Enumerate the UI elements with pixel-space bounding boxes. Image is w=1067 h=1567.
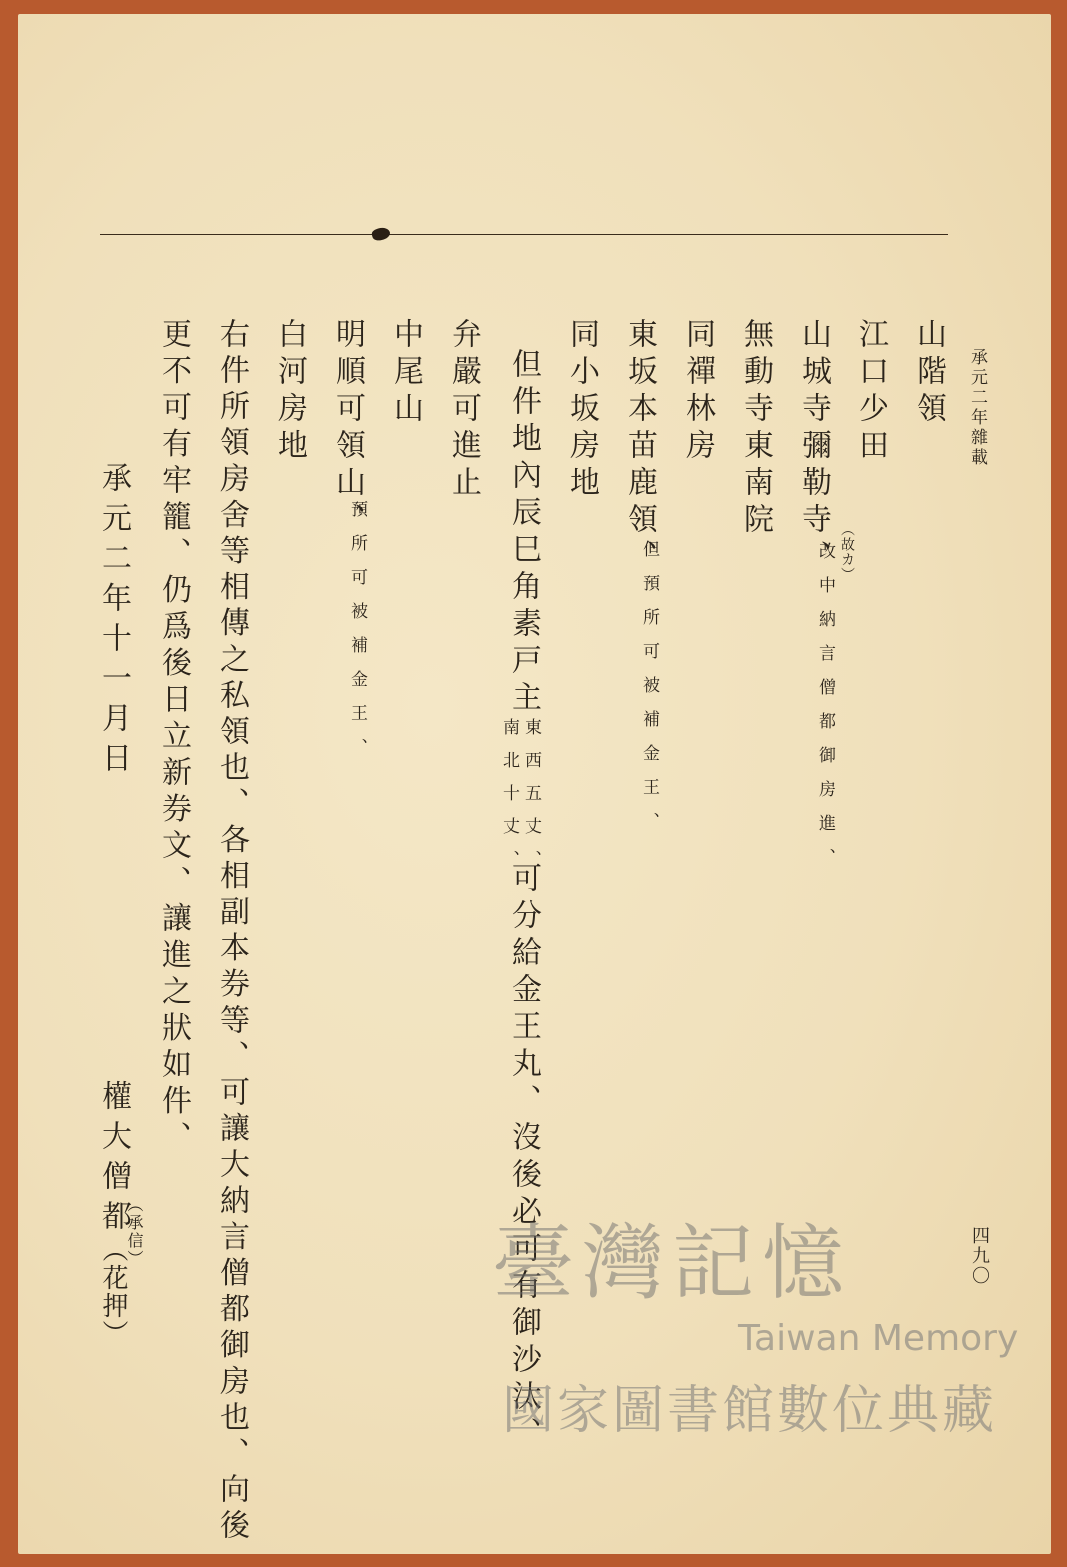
text-column-12: 白河房地 [272,318,307,466]
text-column-7: 同小坂房地 [564,318,599,503]
watermark-english: Taiwan Memory [738,1318,1019,1359]
text-column-8: 但件地內辰巳角素戸主 [506,348,541,718]
text-column-10: 中尾山 [388,318,423,429]
text-column-9: 弁嚴可進止 [446,318,481,503]
text-column-3: 山城寺彌勒寺、 [796,318,831,577]
text-column-6: 東坂本苗鹿領、 [622,318,657,577]
page-number: 四九〇 [969,1226,990,1286]
signature-seal: （花押） [98,1236,128,1348]
watermark-chinese: 臺灣記憶 [492,1216,853,1311]
text-column-13: 右件所領房舍等相傳之私領也、各相副本券等、可讓大納言僧都御房也、向後 [214,318,249,1546]
signature-name-note: （承信） [125,1196,144,1268]
annotation-column-11: 預所可被補金王、 [347,500,367,772]
horizontal-rule [100,234,948,235]
annotation-column-3: 改中納言僧都御房進、 [815,542,835,882]
text-column-14: 更不可有牢籠、仍爲後日立新券文、讓進之狀如件、 [156,318,191,1158]
text-column-8-continued: 可分給金王丸、沒後必可有御沙汰、 [506,862,541,1454]
running-title: 承元二年雜載 [967,348,987,468]
annotation-top-3: （故カ） [839,522,855,582]
annotation-left-8: 南北十丈、 [499,718,519,883]
text-column-5: 同禪林房 [680,318,715,466]
text-column-4: 無動寺東南院 [738,318,773,540]
signature-title: 權大僧都 [96,1080,131,1240]
date-line: 承元二年十一月日 [96,462,131,782]
text-column-1: 山階領 [911,318,946,429]
watermark-institution: 國家圖書館數位典藏 [502,1381,998,1441]
text-column-11: 明順可領山、 [330,318,365,540]
annotation-right-8: 東西五丈、 [521,718,541,883]
text-column-2: 江口少田 [853,318,888,466]
annotation-column-6: 但預所可被補金王、 [639,540,659,846]
